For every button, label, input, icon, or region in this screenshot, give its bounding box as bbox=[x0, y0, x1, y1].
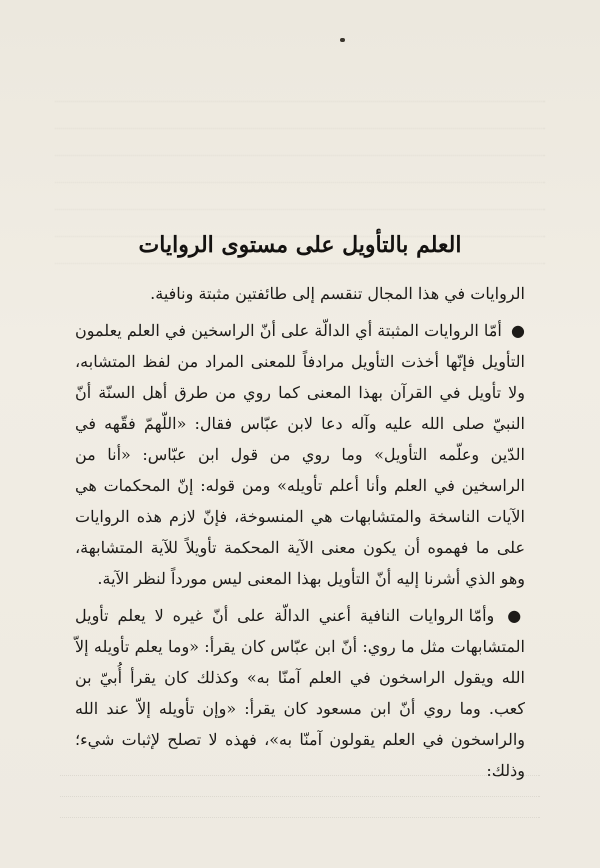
paragraph-text: وأمّا الروايات النافية أعني الدالّة على أنّ غيره لا يعلم تأويل المتشابهات مثل ما روي: أنّ ابن عبّاس كان يقرأ: «وما يعلم تأويله إلاّ الله ويقول الراسخون في العلم آمنّا به» وكذلك كان يقرأ أُبيّ بن كعب. وما روي أنّ ابن مسعود كان يقرأ: «وإن تأويله إلاّ عند الله والراسخون في العلم يقولون آمنّا به»، فهذه لا تصلح لإثبات شيء؛ وذلك: bbox=[75, 606, 525, 780]
paragraph-affirming bbox=[75, 315, 525, 594]
bullet-icon: ● bbox=[507, 606, 526, 625]
paragraph-text: الروايات في هذا المجال تنقسم إلى طائفتين مثبتة ونافية. bbox=[150, 284, 525, 303]
paragraph-text: أمّا الروايات المثبتة أي الدالّة على أنّ الراسخين في العلم يعلمون التأويل فإنّها أخذت التأويل مرادفاً للمعنى المراد من لفظ المتشابه، ولا تأويل في القرآن بهذا المعنى كما روي من طرق أهل السنّة أنّ النبيّ صلى الله عليه وآله دعا لابن عبّاس فقال: «اللّهمّ فقّهه في الدّين وعلّمه التأويل» وما روي من قول ابن عبّاس: «أنا من الراسخين في العلم وأنا أعلم تأويله» ومن قوله: إنّ المحكمات هي الآيات الناسخة والمتشابهات هي المنسوخة، فإنّ لازم هذه الروايات على ما فهموه أن يكون معنى الآية المحكمة تأويلاً للآية المتشابهة، وهو الذي أشرنا إليه أنّ التأويل بهذا المعنى ليس مورداً لنظر الآية. bbox=[75, 321, 526, 588]
show-through-footnotes bbox=[60, 755, 540, 815]
page-content bbox=[75, 228, 525, 792]
paragraph-intro bbox=[75, 278, 525, 309]
bullet-icon: ● bbox=[510, 321, 526, 340]
section-heading: العلم بالتأويل على مستوى الروايات bbox=[138, 232, 462, 258]
ink-speck bbox=[340, 38, 345, 42]
